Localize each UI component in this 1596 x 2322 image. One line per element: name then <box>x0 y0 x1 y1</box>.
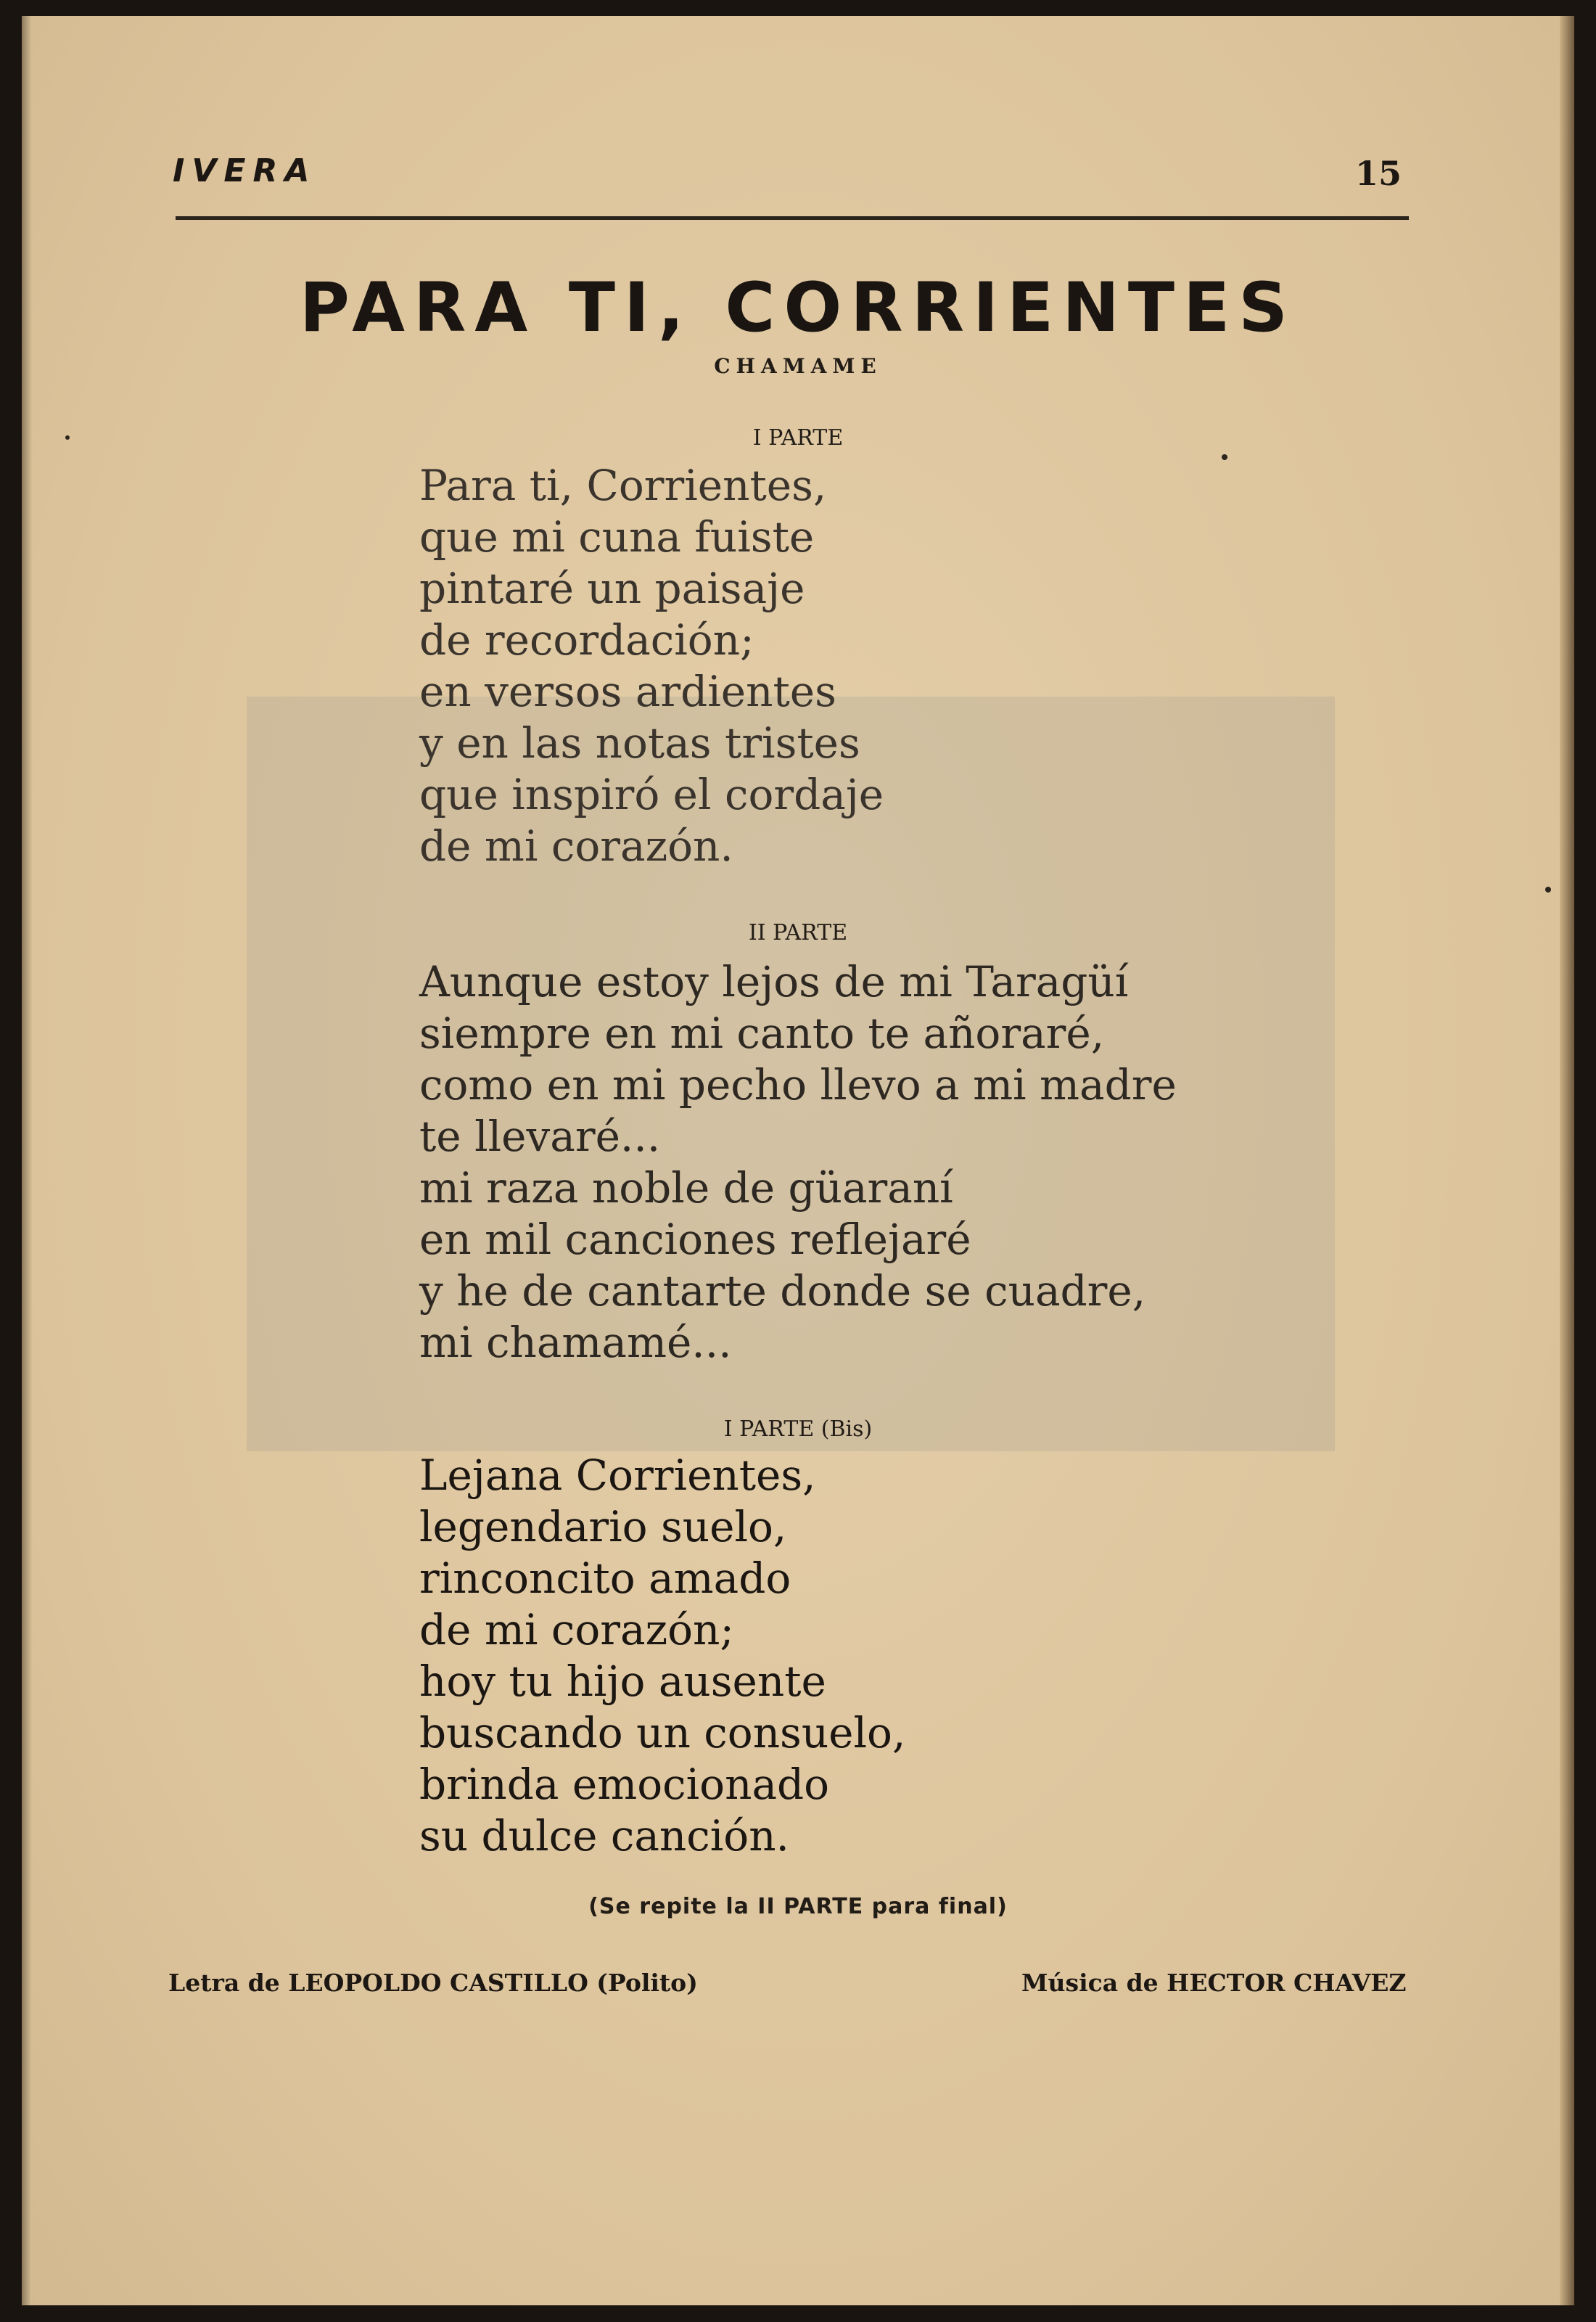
verse-3 <box>419 1450 905 1862</box>
part-label-3: I PARTE (Bis) <box>723 1416 873 1442</box>
verse-1 <box>419 460 884 872</box>
verse-line: siempre en mi canto te añoraré, <box>419 1009 1105 1058</box>
verse-line: rinconcito amado <box>419 1554 791 1603</box>
header-rule <box>176 216 1409 220</box>
verse-line: de mi corazón; <box>419 1605 734 1654</box>
verse-line: y he de cantarte donde se cuadre, <box>419 1266 1146 1316</box>
verse-line: mi raza noble de güaraní <box>419 1163 953 1213</box>
music-credit: Música de HECTOR CHAVEZ <box>1021 1969 1407 1997</box>
ink-speck <box>65 435 70 440</box>
verse-line: brinda emocionado <box>419 1760 830 1809</box>
verse-line: en mil canciones reflejaré <box>419 1215 971 1264</box>
song-genre: CHAMAME <box>714 354 882 378</box>
verse-line: pintaré un paisaje <box>419 564 805 613</box>
part-label-2: II PARTE <box>748 920 848 945</box>
verse-2 <box>419 956 1177 1369</box>
song-title: PARA TI, CORRIENTES <box>300 268 1296 348</box>
page-number: 15 <box>1355 154 1402 193</box>
verse-line: en versos ardientes <box>419 667 836 716</box>
verse-line: Para ti, Corrientes, <box>419 461 827 510</box>
verse-line: buscando un consuelo, <box>419 1708 906 1757</box>
verse-line: de mi corazón. <box>419 821 733 871</box>
running-title: IVERA <box>173 152 317 189</box>
verse-line: te llevaré... <box>419 1112 661 1161</box>
ink-speck <box>1545 887 1551 893</box>
verse-line: su dulce canción. <box>419 1811 789 1861</box>
part-label-1: I PARTE <box>752 425 844 451</box>
verse-line: y en las notas tristes <box>419 718 860 768</box>
verse-line: mi chamamé... <box>419 1318 732 1367</box>
repeat-note: (Se repite la II PARTE para final) <box>588 1894 1008 1919</box>
verse-line: que mi cuna fuiste <box>419 512 815 562</box>
verse-line: hoy tu hijo ausente <box>419 1657 826 1706</box>
verse-line: de recordación; <box>419 615 754 665</box>
lyrics-credit: Letra de LEOPOLDO CASTILLO (Polito) <box>168 1969 698 1997</box>
verse-line: Lejana Corrientes, <box>419 1451 816 1500</box>
verse-line: como en mi pecho llevo a mi madre <box>419 1060 1177 1109</box>
ink-speck <box>1222 454 1227 460</box>
verse-line: que inspiró el cordaje <box>419 770 884 819</box>
verse-line: Aunque estoy lejos de mi Taragüí <box>419 957 1129 1006</box>
verse-line: legendario suelo, <box>419 1502 787 1551</box>
